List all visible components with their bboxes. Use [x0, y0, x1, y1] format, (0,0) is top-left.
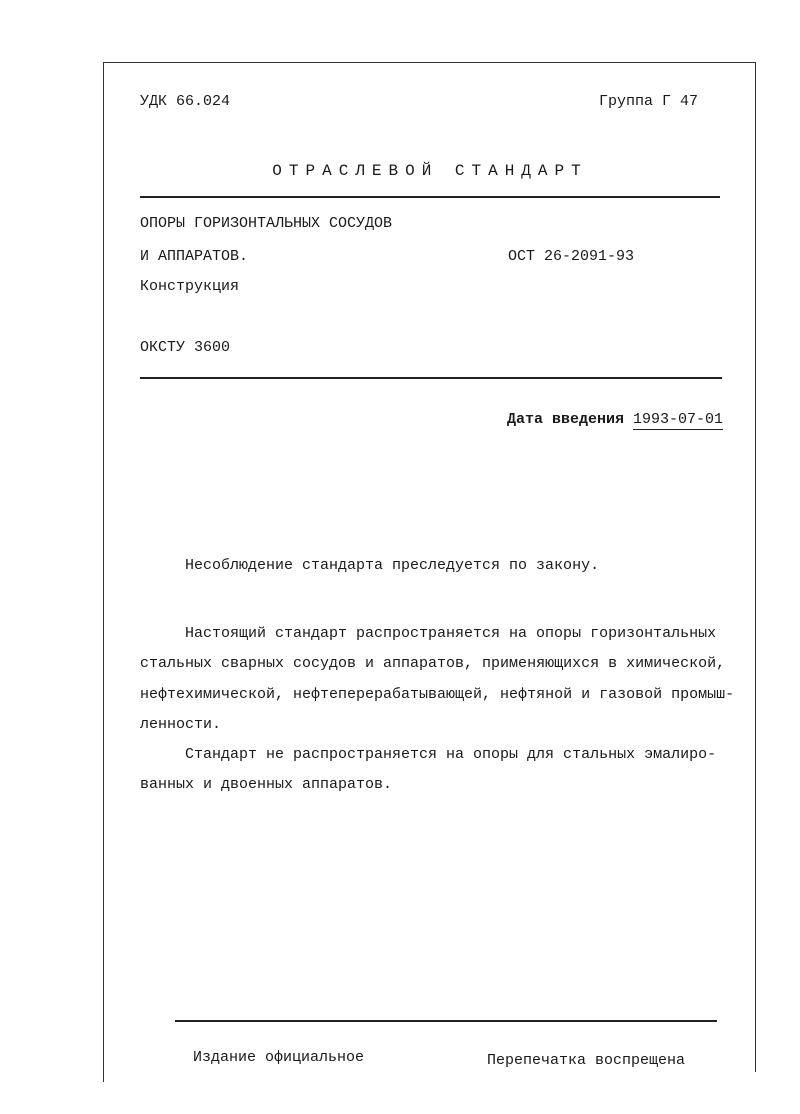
- group-code: Группа Г 47: [599, 93, 699, 110]
- header-divider: [140, 377, 722, 379]
- page-frame-right: [755, 62, 756, 1072]
- reprint-note: Перепечатка воспрещена: [487, 1052, 686, 1069]
- intro-date-label: Дата введения: [507, 411, 625, 428]
- intro-date: [507, 411, 723, 428]
- okstu-code: ОКСТУ 3600: [140, 339, 231, 356]
- udc-code: УДК 66.024: [140, 93, 231, 110]
- footer-divider: [175, 1020, 717, 1022]
- paragraph-1-line-2: стальных сварных сосудов и аппаратов, применяющихся в химической,: [140, 655, 726, 672]
- paragraph-1-line-4: ленности.: [140, 716, 222, 733]
- page-frame-left: [103, 62, 104, 1082]
- paragraph-2-line-1: Стандарт не распространяется на опоры для стальных эмалиро-: [185, 746, 717, 763]
- edition-note: Издание официальное: [193, 1049, 365, 1066]
- subject-line-1: ОПОРЫ ГОРИЗОНТАЛЬНЫХ СОСУДОВ: [140, 215, 393, 232]
- intro-date-value: 1993-07-01: [633, 411, 724, 428]
- document-title: ОТРАСЛЕВОЙ СТАНДАРТ: [272, 162, 588, 180]
- law-notice: Несоблюдение стандарта преследуется по закону.: [185, 557, 600, 574]
- subject-line-2: И АППАРАТОВ.: [140, 248, 249, 265]
- paragraph-1-line-3: нефтехимической, нефтеперерабатывающей, нефтяной и газовой промыш-: [140, 686, 735, 703]
- paragraph-2-line-2: ванных и двоенных аппаратов.: [140, 776, 393, 793]
- standard-number: ОСТ 26-2091-93: [508, 248, 635, 265]
- page-frame-top: [104, 62, 756, 63]
- title-divider: [140, 196, 720, 198]
- subject-line-3: Конструкция: [140, 278, 240, 295]
- paragraph-1-line-1: Настоящий стандарт распространяется на опоры горизонтальных: [185, 625, 717, 642]
